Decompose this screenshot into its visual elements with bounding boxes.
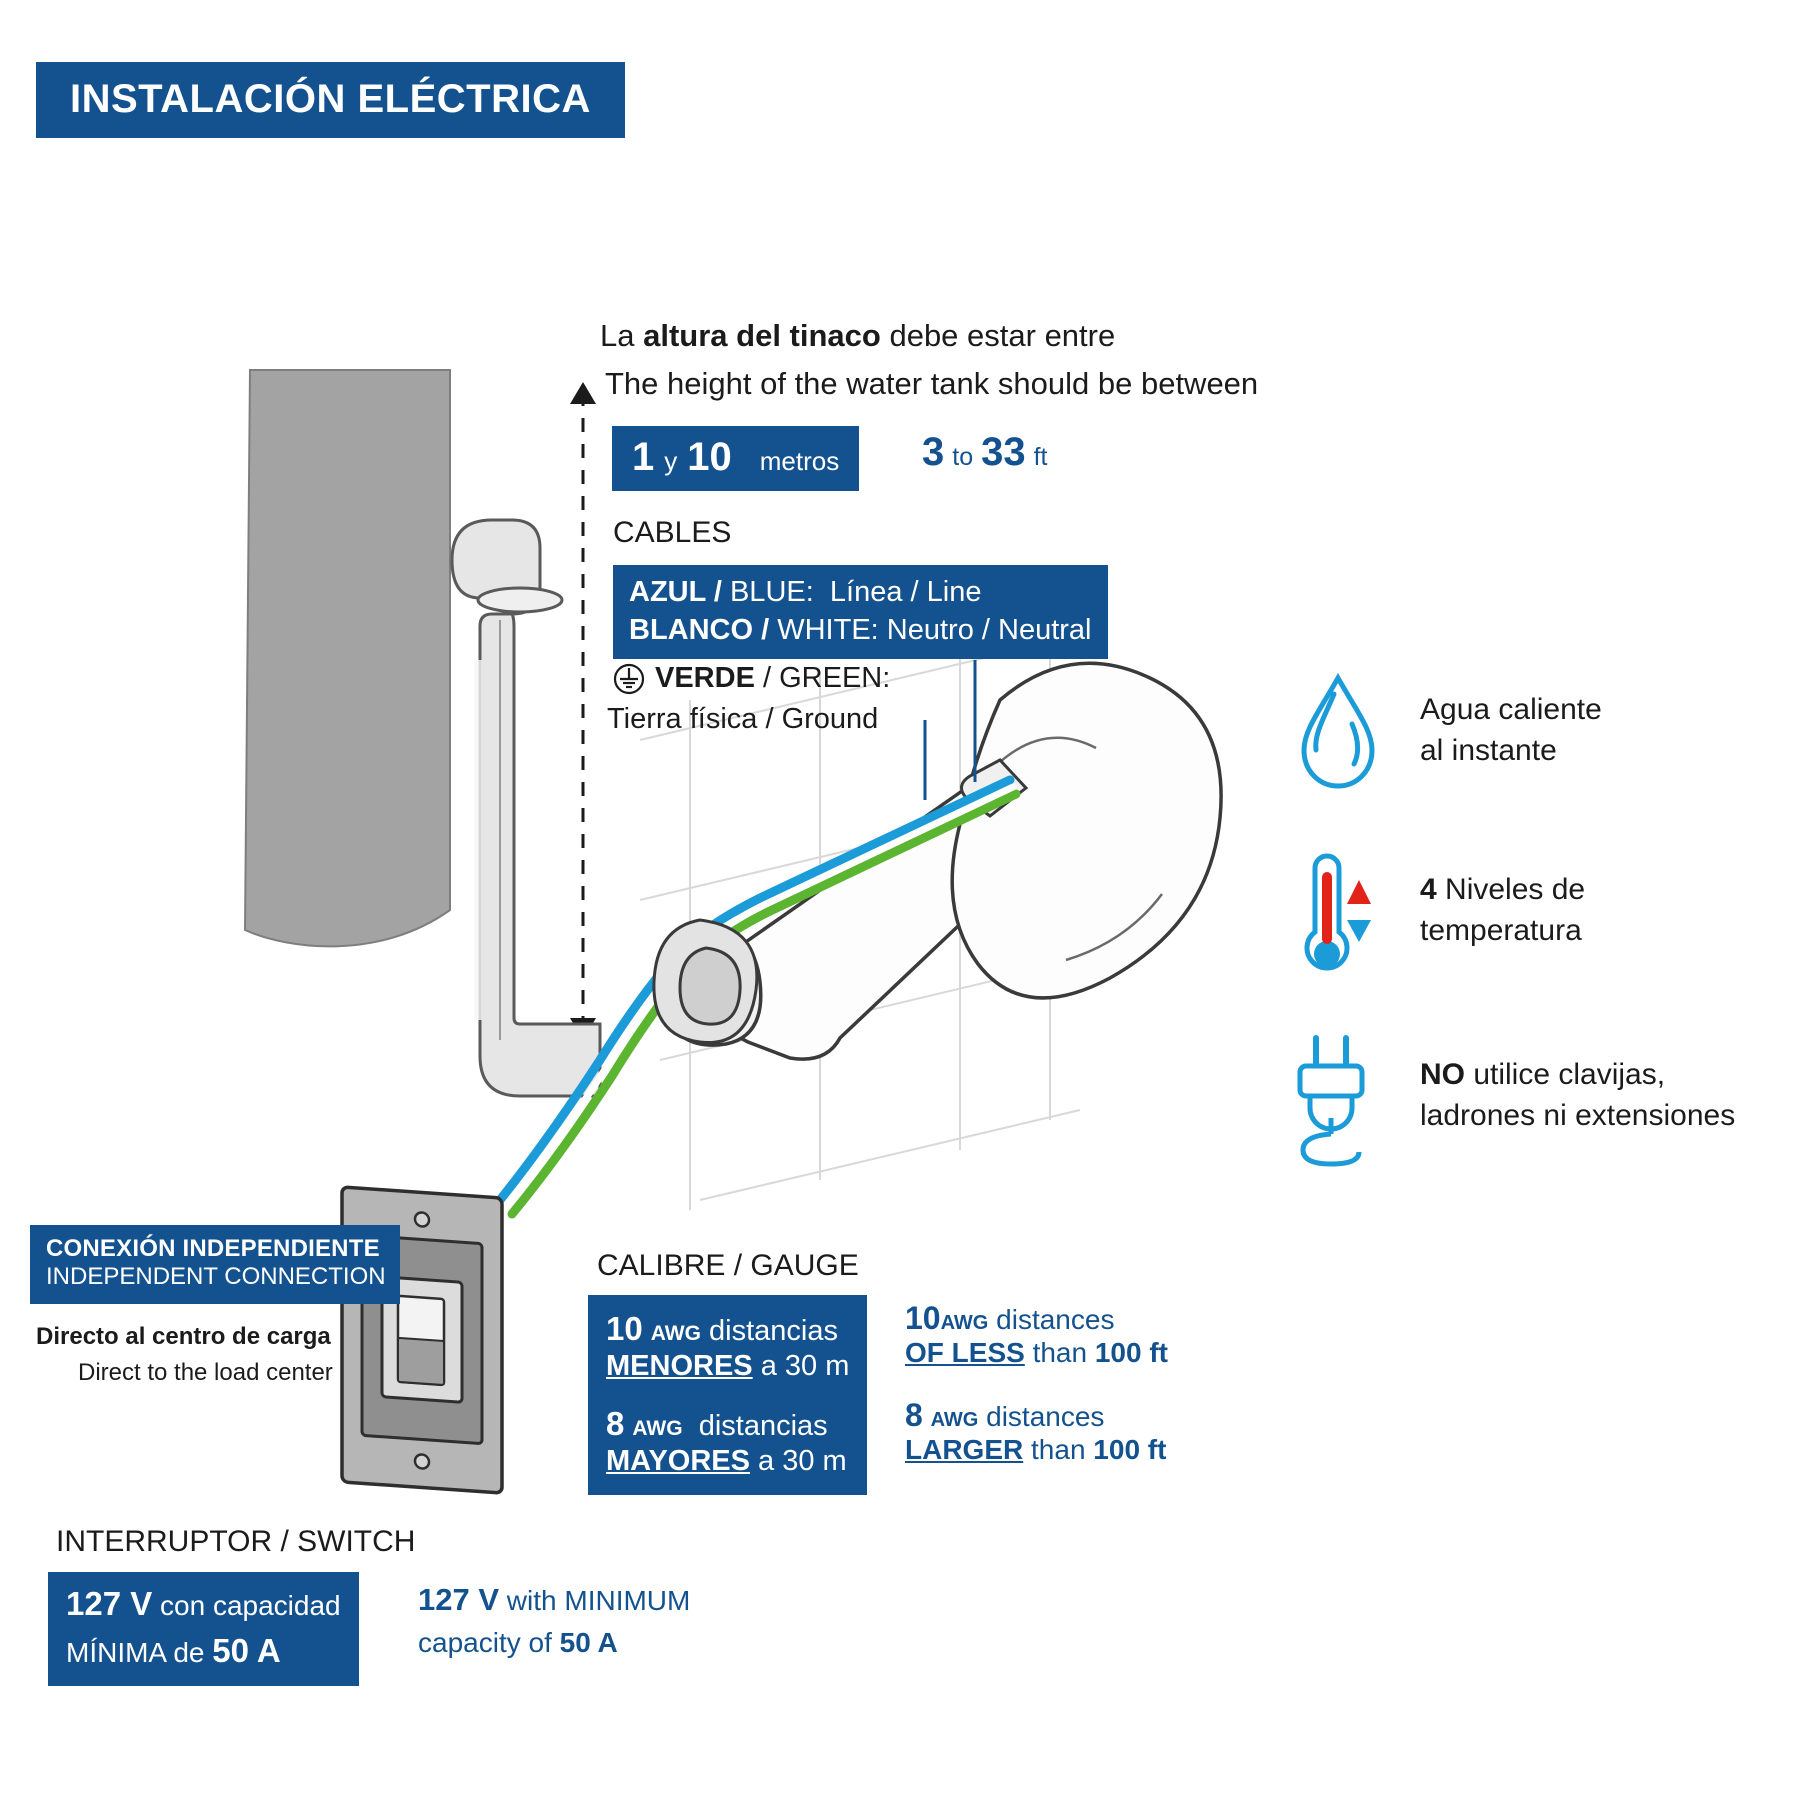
gauge-en-0-num: 10 bbox=[905, 1300, 941, 1336]
height-unit-ft: ft bbox=[1033, 443, 1048, 471]
height-value-imperial bbox=[922, 430, 1048, 475]
gauge-en-1-lead: than bbox=[1031, 1434, 1086, 1465]
height-callout-es: La altura del tinaco debe estar entre bbox=[600, 318, 1116, 353]
gauge-row-es-8 bbox=[606, 1400, 849, 1483]
independent-connection-es: CONEXIÓN INDEPENDIENTE bbox=[46, 1235, 380, 1262]
gauge-en-1-num: 8 bbox=[905, 1397, 923, 1433]
feature-noplug-text bbox=[1420, 1055, 1735, 1136]
switch-en-line1-rest: with MINIMUM bbox=[506, 1585, 691, 1616]
gauge-en-0-word: distances bbox=[996, 1304, 1115, 1335]
switch-en-voltage: 127 V bbox=[418, 1582, 500, 1617]
height-value-metric bbox=[612, 426, 859, 491]
gauge-es-1-num: 8 bbox=[606, 1405, 625, 1443]
independent-connection-en: INDEPENDENT CONNECTION bbox=[46, 1263, 386, 1291]
gauge-row-es-10 bbox=[606, 1305, 849, 1388]
independent-connection-box bbox=[30, 1225, 400, 1304]
height-arrow bbox=[570, 382, 596, 1040]
gauge-row-en-10 bbox=[905, 1300, 1168, 1369]
ground-legend-colors bbox=[655, 662, 890, 695]
cable-use-white: Neutro / Neutral bbox=[886, 614, 1092, 647]
switch-box-en bbox=[418, 1578, 690, 1664]
gauge-en-1-awg: AWG bbox=[930, 1409, 979, 1431]
gauge-box-en bbox=[905, 1300, 1168, 1466]
page-title: INSTALACIÓN ELÉCTRICA bbox=[36, 62, 625, 138]
roof-panel bbox=[245, 370, 450, 946]
switch-en-line2 bbox=[418, 1623, 690, 1664]
load-center-es: Directo al centro de carga bbox=[36, 1323, 331, 1350]
gauge-es-0-awg: AWG bbox=[650, 1322, 701, 1345]
thermometer-icon bbox=[1275, 850, 1385, 980]
cable-color-es-blue: AZUL / bbox=[629, 576, 722, 608]
feature-1-line2: al instante bbox=[1420, 733, 1557, 767]
gauge-en-0-lead: than bbox=[1032, 1337, 1088, 1368]
switch-en-line1 bbox=[418, 1578, 690, 1623]
height-joiner-es: y bbox=[664, 446, 678, 476]
gauge-es-0-word: distancias bbox=[709, 1315, 838, 1347]
ground-legend-use: Tierra física / Ground bbox=[607, 703, 879, 735]
gauge-es-0-num: 10 bbox=[606, 1310, 643, 1347]
height-callout-en: The height of the water tank should be between bbox=[605, 366, 1259, 401]
heater-head bbox=[952, 663, 1221, 998]
switch-es-line2-lead: MÍNIMA de bbox=[66, 1636, 205, 1668]
gauge-en-0-tail: 100 ft bbox=[1094, 1337, 1169, 1368]
cables-label: CABLES bbox=[613, 516, 732, 549]
ground-symbol-icon bbox=[612, 662, 646, 696]
cable-color-es-white: BLANCO / bbox=[629, 614, 770, 647]
switch-en-line2-lead: capacity of bbox=[418, 1626, 552, 1658]
cable-color-en-blue: BLUE: bbox=[729, 576, 814, 608]
height-max-ft: 33 bbox=[981, 430, 1026, 474]
gauge-label: CALIBRE / GAUGE bbox=[597, 1249, 859, 1282]
cable-row-blue bbox=[629, 573, 1092, 611]
feature-3-emph: NO bbox=[1420, 1058, 1465, 1091]
switch-box-es bbox=[48, 1572, 359, 1686]
feature-1-line1: Agua caliente bbox=[1420, 693, 1602, 726]
gauge-es-0-qual: MENORES bbox=[606, 1349, 753, 1382]
gauge-es-0-tail: a 30 m bbox=[760, 1349, 850, 1382]
switch-es-voltage: 127 V bbox=[66, 1585, 153, 1622]
feature-2-count: 4 bbox=[1420, 873, 1437, 906]
feature-2-line1: Niveles de bbox=[1436, 873, 1586, 906]
switch-en-amps: 50 A bbox=[559, 1626, 618, 1658]
gauge-en-1-word: distances bbox=[986, 1401, 1105, 1432]
gauge-row-en-8 bbox=[905, 1397, 1168, 1466]
switch-label: INTERRUPTOR / SWITCH bbox=[56, 1525, 416, 1558]
ground-color-es: VERDE bbox=[655, 662, 755, 694]
gauge-es-1-word: distancias bbox=[698, 1410, 828, 1443]
height-min-m: 1 bbox=[632, 435, 655, 479]
cable-clamp bbox=[654, 920, 757, 1043]
cable-color-en-white: WHITE: bbox=[777, 614, 879, 647]
height-min-ft: 3 bbox=[922, 430, 945, 474]
ground-color-en: / GREEN: bbox=[762, 662, 891, 694]
cable-use-blue: Línea / Line bbox=[829, 576, 982, 608]
gauge-en-0-qual: OF LESS bbox=[905, 1337, 1025, 1368]
height-max-m: 10 bbox=[687, 435, 732, 479]
gauge-es-1-awg: AWG bbox=[632, 1417, 683, 1441]
height-joiner-en: to bbox=[952, 443, 974, 471]
cables-legend-box bbox=[613, 565, 1108, 659]
feature-3-line2: ladrones ni extensiones bbox=[1420, 1098, 1736, 1132]
feature-water-text bbox=[1420, 690, 1602, 771]
gauge-es-1-qual: MAYORES bbox=[606, 1445, 750, 1478]
load-center-en: Direct to the load center bbox=[78, 1359, 333, 1386]
feature-3-line1: utilice clavijas, bbox=[1465, 1058, 1666, 1091]
height-unit-m: metros bbox=[759, 446, 840, 476]
feature-temperature-text bbox=[1420, 870, 1585, 951]
switch-es-amps: 50 A bbox=[212, 1631, 281, 1669]
gauge-es-1-tail: a 30 m bbox=[758, 1445, 847, 1478]
cable-row-white bbox=[629, 611, 1092, 649]
feature-2-line2: temperatura bbox=[1420, 913, 1582, 947]
gauge-en-1-qual: LARGER bbox=[905, 1434, 1024, 1465]
switch-es-line1 bbox=[66, 1581, 341, 1628]
switch-es-line2 bbox=[66, 1628, 341, 1675]
gauge-box-es bbox=[588, 1295, 867, 1495]
switch-es-line1-rest: con capacidad bbox=[160, 1590, 341, 1621]
water-drop-icon bbox=[1290, 672, 1386, 792]
plug-icon bbox=[1278, 1030, 1388, 1170]
gauge-en-0-awg: AWG bbox=[940, 1312, 989, 1334]
gauge-en-1-tail: 100 ft bbox=[1093, 1434, 1167, 1465]
